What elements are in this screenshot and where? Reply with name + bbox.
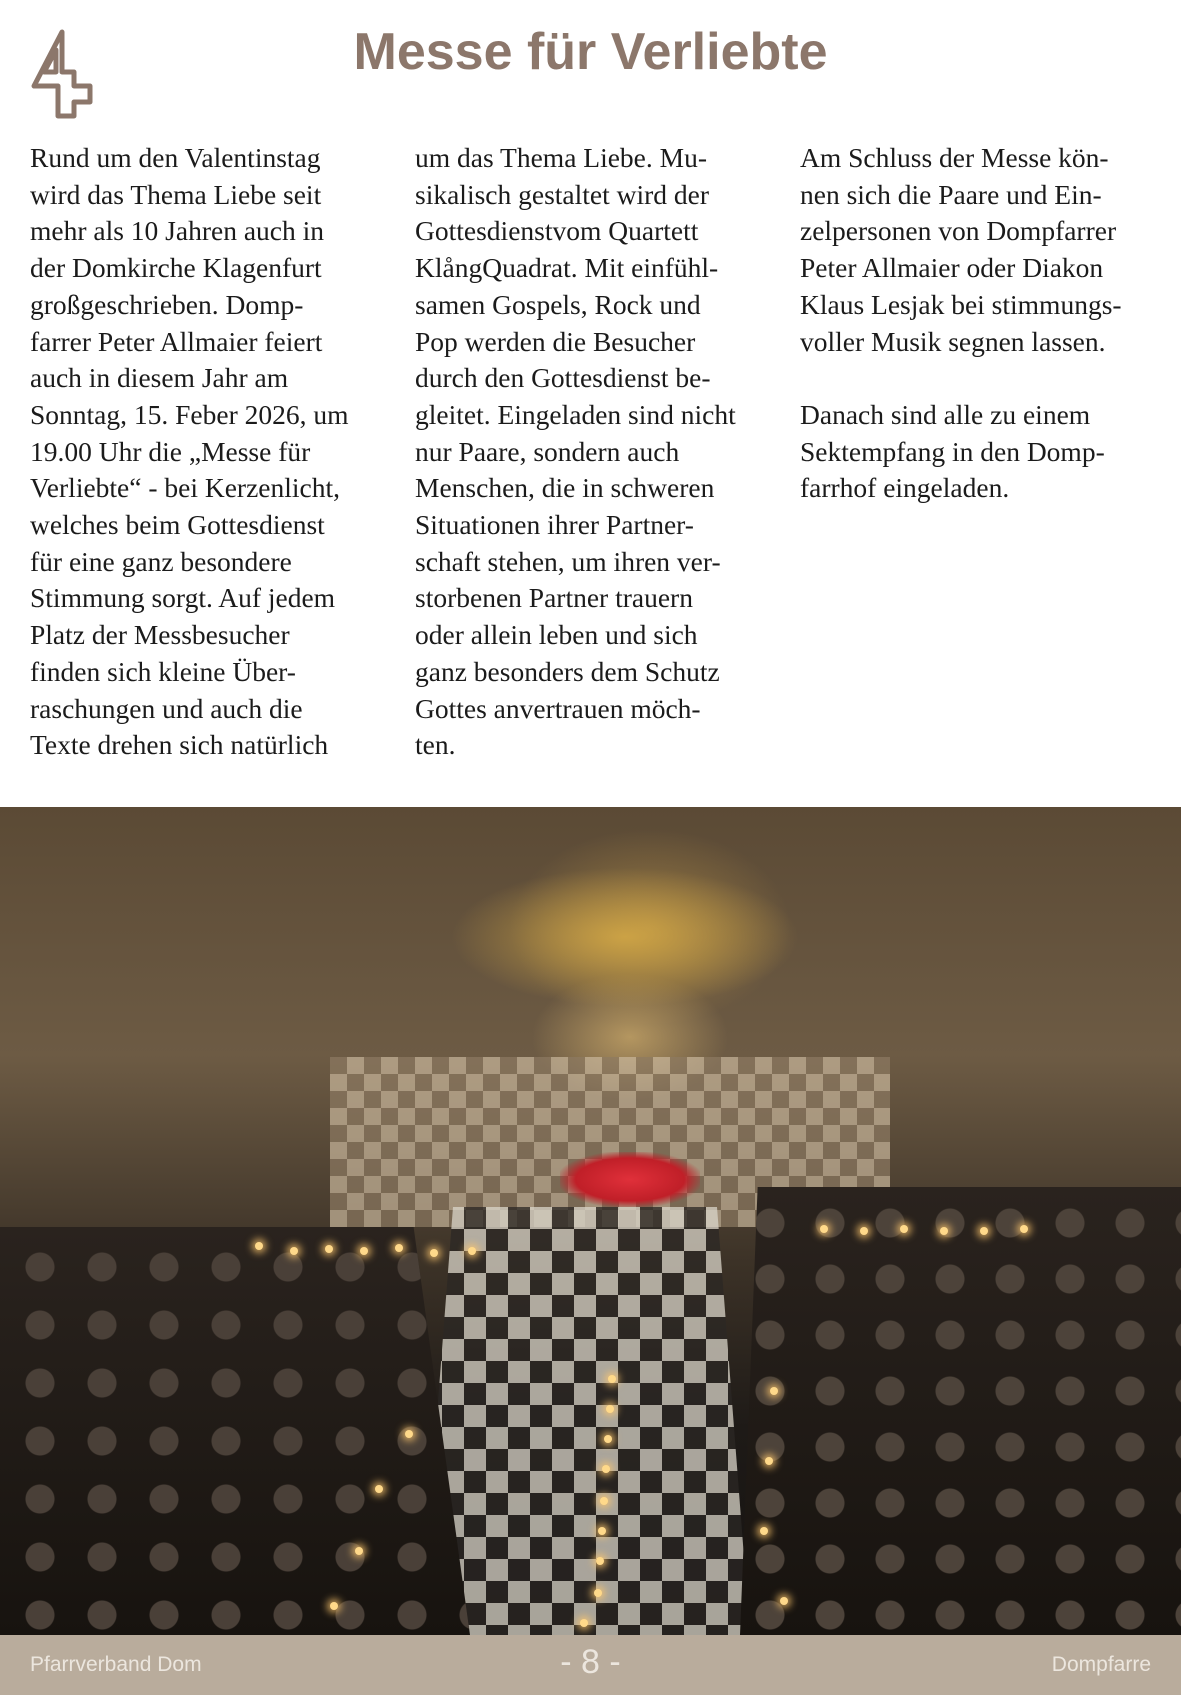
text-line: Peter Allmaier oder Diakon	[800, 252, 1104, 284]
candle-light	[980, 1227, 988, 1235]
text-line: oder allein leben und sich	[415, 619, 698, 651]
altar	[450, 867, 800, 1007]
article-column-1	[30, 140, 385, 764]
text-line: großgeschrieben. Domp-	[30, 288, 304, 320]
candle-light	[596, 1557, 604, 1565]
page-number: - 8 -	[560, 1643, 621, 1681]
candle-light	[594, 1589, 602, 1597]
text-line: Klaus Lesjak bei stimmungs-	[800, 288, 1122, 320]
text-line: Stimmung sorgt. Auf jedem	[30, 582, 336, 614]
article-column-2	[415, 140, 770, 764]
congregation-left	[0, 1227, 470, 1635]
text-line: ganz besonders dem Schutz	[415, 655, 720, 687]
text-line: raschungen und auch die	[30, 692, 303, 724]
page-title: Messe für Verliebte	[353, 23, 828, 81]
text-line: um das Thema Liebe. Mu-	[415, 142, 707, 173]
text-line: Danach sind alle zu einem	[800, 398, 1091, 430]
text-line: zelpersonen von Dompfarrer	[800, 215, 1117, 247]
candle-light	[600, 1497, 608, 1505]
text-line: farrhof eingeladen.	[800, 472, 1010, 504]
text-line: mehr als 10 Jahren auch in	[30, 215, 325, 247]
text-line: Menschen, die in schweren	[415, 472, 715, 504]
candle-light	[290, 1247, 298, 1255]
candle-light	[606, 1405, 614, 1413]
text-line: Verliebte“ - bei Kerzenlicht,	[30, 472, 340, 504]
article-paragraph	[30, 140, 385, 764]
candle-light	[330, 1602, 338, 1610]
candle-light	[760, 1527, 768, 1535]
candle-light	[604, 1435, 612, 1443]
text-line: gleitet. Eingeladen sind nicht	[415, 398, 736, 430]
candle-light	[940, 1227, 948, 1235]
text-line: Sonntag, 15. Feber 2026, um	[30, 398, 349, 430]
text-line: wird das Thema Liebe seit	[30, 178, 322, 210]
text-line: storbenen Partner trauern	[415, 582, 693, 614]
text-line: Pop werden die Besucher	[415, 325, 696, 357]
candle-light	[430, 1249, 438, 1257]
text-line: 19.00 Uhr die „Messe für	[30, 435, 311, 467]
candle-light	[860, 1227, 868, 1235]
footer-parish-name: Pfarrverband Dom	[30, 1653, 202, 1676]
text-line: nen sich die Paare und Ein-	[800, 178, 1102, 210]
article-column-3	[800, 140, 1155, 764]
text-line: Gottesdienstvom Quartett	[415, 215, 699, 247]
candle-light	[405, 1430, 413, 1438]
article-paragraph	[415, 140, 770, 764]
article-paragraph	[800, 140, 1155, 360]
text-line: welches beim Gottesdienst	[30, 509, 325, 541]
congregation-right	[740, 1187, 1181, 1635]
text-line: nur Paare, sondern auch	[415, 435, 680, 467]
page-footer	[0, 1635, 1181, 1695]
candle-light	[780, 1597, 788, 1605]
candle-light	[765, 1457, 773, 1465]
candle-light	[770, 1387, 778, 1395]
text-line: sikalisch gestaltet wird der	[415, 178, 710, 210]
article-body	[30, 140, 1155, 764]
text-line: samen Gospels, Rock und	[415, 288, 701, 320]
text-line: Texte drehen sich natürlich	[30, 729, 329, 761]
candle-light	[602, 1465, 610, 1473]
text-line: schaft stehen, um ihren ver-	[415, 545, 721, 577]
text-line: durch den Gottesdienst be-	[415, 362, 711, 394]
text-line: Sektempfang in den Domp-	[800, 435, 1105, 467]
checkered-aisle	[420, 1207, 750, 1635]
heart-of-candles	[560, 1152, 700, 1207]
text-line: Gottes anvertrauen möch-	[415, 692, 701, 724]
text-line: Platz der Messbesucher	[30, 619, 290, 651]
text-line: Situationen ihrer Partner-	[415, 509, 694, 541]
text-line: finden sich kleine Über-	[30, 655, 296, 687]
text-line: Rund um den Valentinstag	[30, 142, 321, 173]
candle-light	[1020, 1225, 1028, 1233]
candle-light	[580, 1619, 588, 1627]
candle-light	[355, 1547, 363, 1555]
article-paragraph	[800, 397, 1155, 507]
candle-light	[900, 1225, 908, 1233]
text-line: für eine ganz besondere	[30, 545, 292, 577]
candle-light	[395, 1244, 403, 1252]
text-line: KlångQuadrat. Mit einfühl-	[415, 252, 719, 284]
text-line: voller Musik segnen lassen.	[800, 325, 1106, 357]
candle-light	[468, 1247, 476, 1255]
candle-light	[375, 1485, 383, 1493]
text-line: ten.	[415, 729, 456, 761]
candle-light	[820, 1225, 828, 1233]
candle-light	[608, 1375, 616, 1383]
candle-light	[325, 1245, 333, 1253]
footer-section-name: Dompfarre	[1051, 1653, 1151, 1676]
candle-light	[255, 1242, 263, 1250]
text-line: auch in diesem Jahr am	[30, 362, 289, 394]
candle-light	[360, 1247, 368, 1255]
text-line: der Domkirche Klagenfurt	[30, 252, 322, 284]
candle-light	[598, 1527, 606, 1535]
text-line: Am Schluss der Messe kön-	[800, 142, 1109, 173]
text-line: farrer Peter Allmaier feiert	[30, 325, 323, 357]
church-mass-photo	[0, 807, 1181, 1635]
